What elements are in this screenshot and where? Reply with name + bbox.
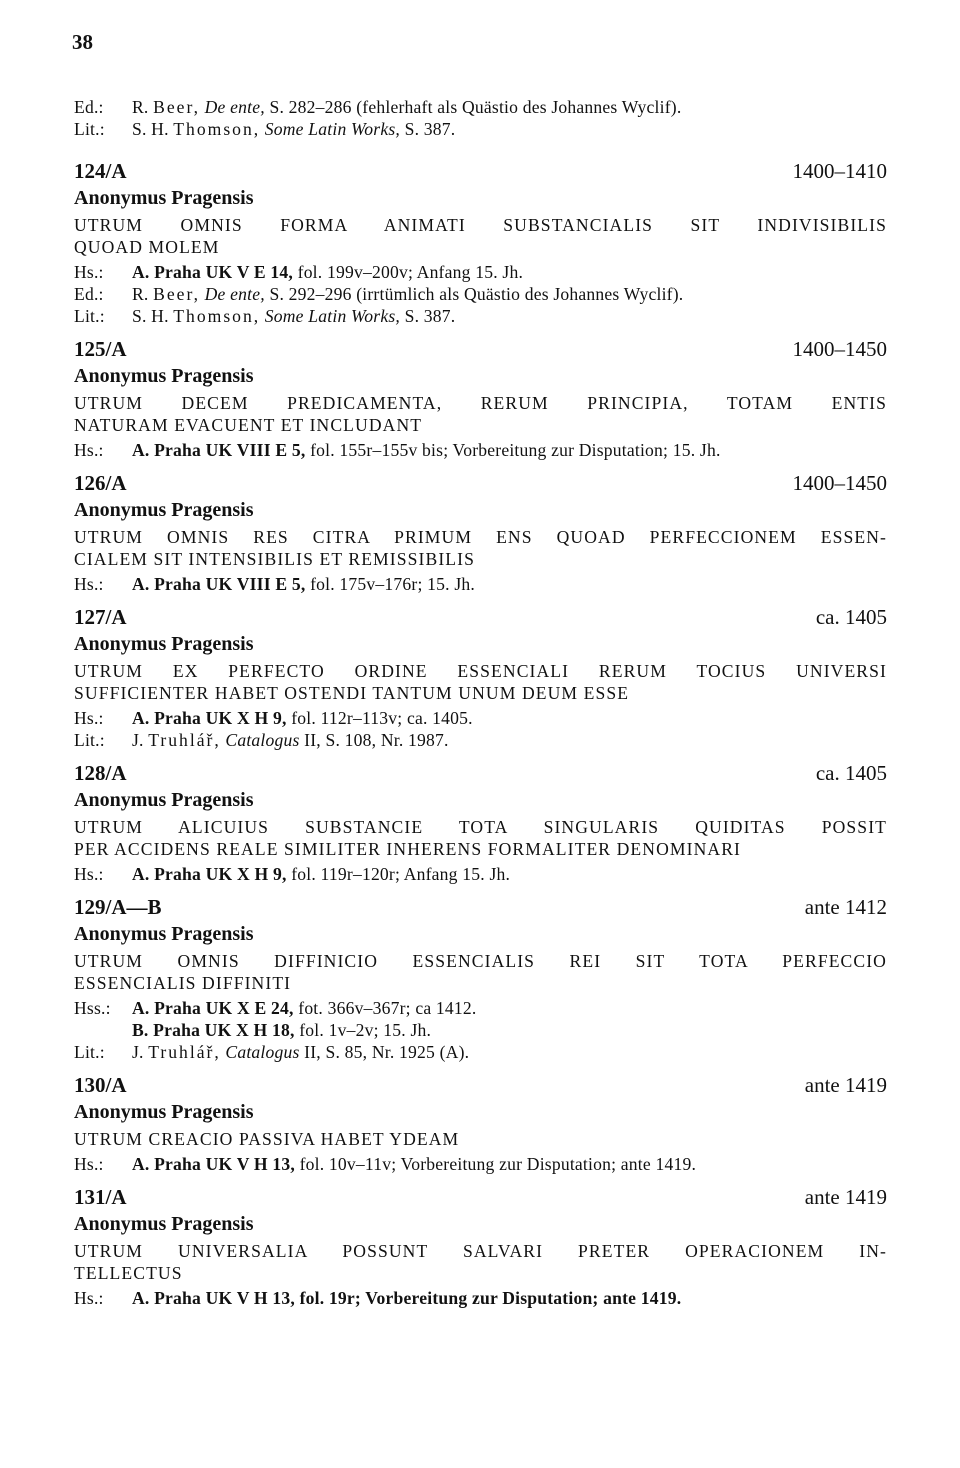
reference-line [74,305,887,327]
entry-title-line: TELLECTUS [74,1263,183,1283]
reference-text: A. Praha UK X H 9, [132,708,287,728]
catalog-entry [74,470,887,595]
reference-text: II, S. 108, Nr. 1987. [299,730,449,750]
reference-line [74,1153,887,1175]
entry-author: Anonymus Pragensis [74,1101,254,1123]
entry-title-line: SUFFICIENTER HABET OSTENDI TANTUM UNUM DEUM ESSE [74,683,630,703]
reference-label: Hs.: [74,262,104,282]
entry-title [74,392,887,436]
entry-title-line: ESSENCIALIS DIFFINITI [74,973,292,993]
reference-text: fol. 119r–120r; Anfang 15. Jh. [286,864,511,884]
reference-text: A. Praha UK X H 9, [132,864,287,884]
reference-text: R. [132,284,154,304]
entry-date: ante 1419 [804,1185,887,1209]
reference-label: Hs.: [74,1288,104,1308]
reference-text: Catalogus [225,730,300,750]
entry-header [74,604,887,630]
entry-id: 128/A [74,761,127,785]
catalog-entry [74,1184,887,1309]
reference-text: fol. 175v–176r; 15. Jh. [305,574,475,594]
entry-title-line: UTRUM EX PERFECTO ORDINE ESSENCIALI RERUM TOCIUS UNIVERSI [74,661,887,681]
reference-label: Hs.: [74,1154,104,1174]
reference-label: Hss.: [74,998,111,1018]
reference-label: Hs.: [74,708,104,728]
reference-label: Hs.: [74,864,104,884]
reference-text: fol. 1v–2v; 15. Jh. [294,1020,432,1040]
reference-text: S. 282–286 (fehlerhaft als Quästio des Johannes Wyclif). [264,97,682,117]
entry-date: ante 1412 [804,895,887,919]
reference-text: S. 292–296 (irrtümlich als Quästio des Johannes Wyclif). [264,284,684,304]
entry-date: ante 1419 [804,1073,887,1097]
intro-reference-line [74,118,894,140]
reference-text: J. [132,1042,149,1062]
reference-label: Lit.: [74,1042,105,1062]
catalog-entry [74,336,887,461]
entry-title [74,660,887,704]
reference-text: De ente, [204,97,265,117]
entry-title-line: UTRUM DECEM PREDICAMENTA, RERUM PRINCIPIA, TOTAM ENTIS [74,393,887,413]
reference-text: Truhlář, [148,730,221,750]
entry-date: ca. 1405 [815,605,887,629]
reference-label: Lit.: [74,730,105,750]
catalog-entries [74,158,887,1318]
entry-title-line: CIALEM SIT INTENSIBILIS ET REMISSIBILIS [74,549,475,569]
entry-header [74,894,887,920]
reference-text: S. 387. [399,306,456,326]
catalog-entry [74,760,887,885]
reference-label: Hs.: [74,440,104,460]
reference-text: A. Praha UK X E 24, [132,998,294,1018]
reference-text: Catalogus [225,1042,300,1062]
entry-header [74,760,887,786]
reference-text: Some Latin Works, [264,306,400,326]
reference-label: Lit.: [74,119,105,139]
catalog-entry [74,1072,887,1175]
entry-id: 124/A [74,159,127,183]
reference-line [74,1287,887,1309]
reference-text: fol. 19r; Vorbereitung zur Disputation; ante 1419. [294,1288,682,1308]
entry-id: 126/A [74,471,127,495]
reference-text: fol. 112r–113v; ca. 1405. [286,708,473,728]
entry-date: 1400–1410 [792,159,887,183]
reference-text: S. H. [132,119,174,139]
entry-header [74,158,887,184]
reference-text: S. 387. [399,119,456,139]
entry-author: Anonymus Pragensis [74,187,254,209]
entry-title-line: UTRUM CREACIO PASSIVA HABET YDEAM [74,1129,460,1149]
reference-line [74,573,887,595]
reference-line [74,1019,887,1041]
entry-header [74,336,887,362]
entry-id: 125/A [74,337,127,361]
entry-author: Anonymus Pragensis [74,499,254,521]
reference-text: A. Praha UK V H 13, [132,1154,295,1174]
reference-text: J. [132,730,149,750]
reference-text: S. H. [132,306,174,326]
reference-line [74,439,887,461]
entry-title-line: NATURAM EVACUENT ET INCLUDANT [74,415,423,435]
reference-text: Truhlář, [148,1042,221,1062]
entry-title [74,816,887,860]
entry-date: ca. 1405 [815,761,887,785]
entry-header [74,1072,887,1098]
reference-text: B. Praha UK X H 18, [132,1020,295,1040]
reference-text: A. Praha UK VIII E 5, [132,574,306,594]
entry-id: 129/A—B [74,895,162,919]
catalog-entry [74,604,887,751]
page-number: 38 [72,30,93,54]
entry-author: Anonymus Pragensis [74,365,254,387]
entry-title-line: UTRUM UNIVERSALIA POSSUNT SALVARI PRETER OPERACIONEM IN- [74,1241,887,1261]
reference-label: Hs.: [74,574,104,594]
entry-id: 127/A [74,605,127,629]
reference-text: fot. 366v–367r; ca 1412. [293,998,477,1018]
entry-header [74,1184,887,1210]
entry-header [74,470,887,496]
entry-title [74,526,887,570]
entry-id: 131/A [74,1185,127,1209]
entry-date: 1400–1450 [792,337,887,361]
reference-line [74,863,887,885]
reference-text: Thomson, [173,119,261,139]
catalog-entry [74,158,887,327]
reference-text: R. [132,97,154,117]
reference-line [74,283,887,305]
reference-label: Lit.: [74,306,105,326]
reference-line [74,707,887,729]
intro-reference-line [74,96,894,118]
reference-line [74,729,887,751]
reference-line [74,261,887,283]
catalog-entry [74,894,887,1063]
entry-title-line: UTRUM OMNIS FORMA ANIMATI SUBSTANCIALIS SIT INDIVISIBILIS [74,215,887,235]
reference-text: fol. 155r–155v bis; Vorbereitung zur Disputation; 15. Jh. [305,440,721,460]
reference-text: Beer, [153,97,201,117]
entry-title-line: PER ACCIDENS REALE SIMILITER INHERENS FORMALITER DENOMINARI [74,839,741,859]
intro-references [74,96,894,140]
entry-title [74,1240,887,1284]
reference-label: Ed.: [74,284,104,304]
reference-line [74,1041,887,1063]
reference-label: Ed.: [74,97,104,117]
reference-text: De ente, [204,284,265,304]
reference-text: Some Latin Works, [264,119,400,139]
reference-text: fol. 199v–200v; Anfang 15. Jh. [293,262,524,282]
reference-text: fol. 10v–11v; Vorbereitung zur Disputation; ante 1419. [294,1154,697,1174]
entry-title-line: UTRUM ALICUIUS SUBSTANCIE TOTA SINGULARIS QUIDITAS POSSIT [74,817,887,837]
reference-text: Thomson, [173,306,261,326]
entry-title [74,950,887,994]
entry-date: 1400–1450 [792,471,887,495]
reference-text: II, S. 85, Nr. 1925 (A). [299,1042,470,1062]
entry-author: Anonymus Pragensis [74,789,254,811]
reference-line [74,997,887,1019]
reference-text: A. Praha UK VIII E 5, [132,440,306,460]
entry-title-line: UTRUM OMNIS RES CITRA PRIMUM ENS QUOAD PERFECCIONEM ESSEN- [74,527,887,547]
entry-title [74,214,887,258]
reference-text: Beer, [153,284,201,304]
entry-title-line: QUOAD MOLEM [74,237,220,257]
reference-text: A. Praha UK V E 14, [132,262,294,282]
entry-title-line: UTRUM OMNIS DIFFINICIO ESSENCIALIS REI SIT TOTA PERFECCIO [74,951,887,971]
entry-title [74,1128,887,1150]
entry-author: Anonymus Pragensis [74,923,254,945]
entry-author: Anonymus Pragensis [74,1213,254,1235]
entry-id: 130/A [74,1073,127,1097]
reference-text: A. Praha UK V H 13, [132,1288,295,1308]
entry-author: Anonymus Pragensis [74,633,254,655]
